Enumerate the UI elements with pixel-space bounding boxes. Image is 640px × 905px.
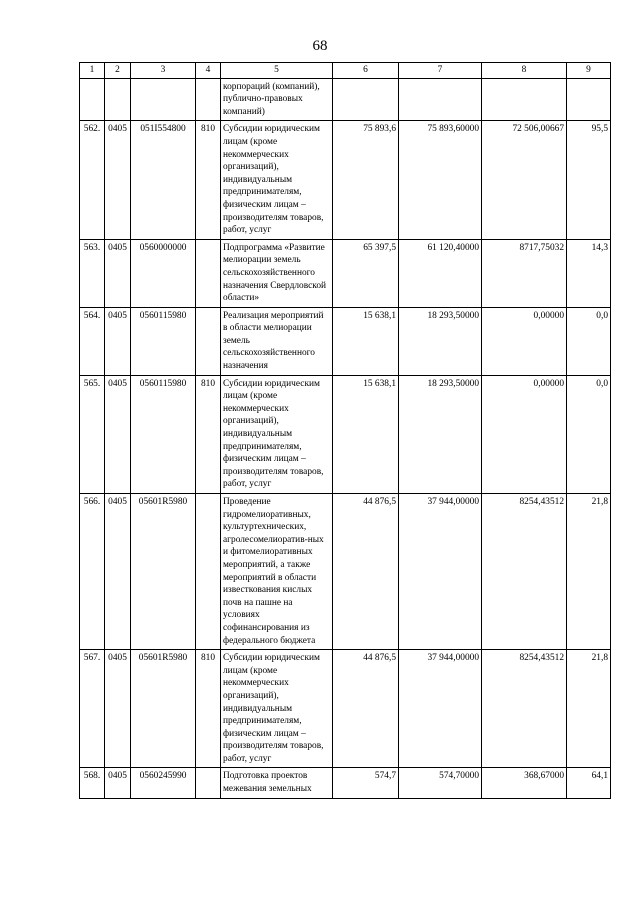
value-col6: 44 876,5	[333, 650, 399, 768]
item-name: Подпрограмма «Развитие мелиорации земель сельскохозяйственного назначения Свердловской области»	[221, 239, 333, 307]
target-code: 0560000000	[131, 239, 196, 307]
value-col7: 37 944,00000	[399, 650, 482, 768]
value-col6: 65 397,5	[333, 239, 399, 307]
value-col6: 44 876,5	[333, 494, 399, 650]
value-col8: 0,00000	[482, 375, 567, 493]
target-code	[131, 78, 196, 121]
row-number: 565.	[80, 375, 105, 493]
expense-type: 810	[196, 375, 221, 493]
value-col8: 72 506,00667	[482, 121, 567, 239]
table-row	[80, 121, 611, 239]
table-row	[80, 239, 611, 307]
expense-type: 810	[196, 121, 221, 239]
item-name: Субсидии юридическим лицам (кроме некоммерческих организаций), индивидуальным предпринимателям, физическим лицам – производителям товаров, работ, услуг	[221, 650, 333, 768]
value-col7	[399, 78, 482, 121]
value-col9	[567, 78, 611, 121]
expense-type	[196, 768, 221, 798]
section-code: 0405	[105, 307, 131, 375]
table-row	[80, 375, 611, 493]
row-number: 564.	[80, 307, 105, 375]
row-number: 563.	[80, 239, 105, 307]
item-name: корпораций (компаний), публично-правовых компаний)	[221, 78, 333, 121]
value-col7: 18 293,50000	[399, 307, 482, 375]
column-header: 3	[131, 63, 196, 79]
value-col6: 75 893,6	[333, 121, 399, 239]
item-name: Реализация мероприятий в области мелиорации земель сельскохозяйственного назначения	[221, 307, 333, 375]
value-col8: 368,67000	[482, 768, 567, 798]
column-header: 6	[333, 63, 399, 79]
value-col7: 61 120,40000	[399, 239, 482, 307]
row-number: 567.	[80, 650, 105, 768]
expense-type	[196, 494, 221, 650]
section-code: 0405	[105, 239, 131, 307]
page-number: 68	[312, 38, 328, 54]
target-code: 0560245990	[131, 768, 196, 798]
column-header: 8	[482, 63, 567, 79]
section-code: 0405	[105, 375, 131, 493]
row-number: 566.	[80, 494, 105, 650]
row-number: 568.	[80, 768, 105, 798]
value-col9: 14,3	[567, 239, 611, 307]
section-code: 0405	[105, 768, 131, 798]
table-row	[80, 494, 611, 650]
target-code: 05601R5980	[131, 494, 196, 650]
table-row	[80, 307, 611, 375]
target-code: 051I554800	[131, 121, 196, 239]
value-col7: 37 944,00000	[399, 494, 482, 650]
column-header: 2	[105, 63, 131, 79]
expense-type	[196, 307, 221, 375]
value-col9: 64,1	[567, 768, 611, 798]
table-body	[80, 78, 611, 798]
table-row	[80, 650, 611, 768]
value-col8: 8717,75032	[482, 239, 567, 307]
item-name: Проведение гидромелиоративных, культуртехнических, агролесомелиоратив-ных и фитомелиоративных мероприятий, а также мероприятий в области известкования кислых почв на пашне на условиях софинансирования из федерального бюджета	[221, 494, 333, 650]
value-col6: 15 638,1	[333, 375, 399, 493]
value-col6: 574,7	[333, 768, 399, 798]
value-col9: 21,8	[567, 494, 611, 650]
value-col9: 0,0	[567, 375, 611, 493]
value-col9: 21,8	[567, 650, 611, 768]
item-name: Субсидии юридическим лицам (кроме некоммерческих организаций), индивидуальным предпринимателям, физическим лицам – производителям товаров, работ, услуг	[221, 121, 333, 239]
value-col7: 75 893,60000	[399, 121, 482, 239]
column-header: 9	[567, 63, 611, 79]
expense-type: 810	[196, 650, 221, 768]
column-header: 1	[80, 63, 105, 79]
row-number: 562.	[80, 121, 105, 239]
table-row	[80, 768, 611, 798]
value-col8: 8254,43512	[482, 650, 567, 768]
value-col7: 574,70000	[399, 768, 482, 798]
target-code: 0560115980	[131, 307, 196, 375]
section-code: 0405	[105, 121, 131, 239]
item-name: Субсидии юридическим лицам (кроме некоммерческих организаций), индивидуальным предпринимателям, физическим лицам – производителям товаров, работ, услуг	[221, 375, 333, 493]
item-name: Подготовка проектов межевания земельных	[221, 768, 333, 798]
value-col9: 95,5	[567, 121, 611, 239]
value-col6	[333, 78, 399, 121]
column-header: 4	[196, 63, 221, 79]
value-col7: 18 293,50000	[399, 375, 482, 493]
target-code: 05601R5980	[131, 650, 196, 768]
column-header: 5	[221, 63, 333, 79]
expense-type	[196, 239, 221, 307]
value-col8: 8254,43512	[482, 494, 567, 650]
column-header: 7	[399, 63, 482, 79]
expense-type	[196, 78, 221, 121]
table-row	[80, 78, 611, 121]
section-code: 0405	[105, 650, 131, 768]
value-col8: 0,00000	[482, 307, 567, 375]
value-col9: 0,0	[567, 307, 611, 375]
value-col6: 15 638,1	[333, 307, 399, 375]
budget-table	[79, 62, 611, 799]
target-code: 0560115980	[131, 375, 196, 493]
section-code: 0405	[105, 494, 131, 650]
row-number	[80, 78, 105, 121]
section-code	[105, 78, 131, 121]
value-col8	[482, 78, 567, 121]
header-row	[80, 63, 611, 79]
